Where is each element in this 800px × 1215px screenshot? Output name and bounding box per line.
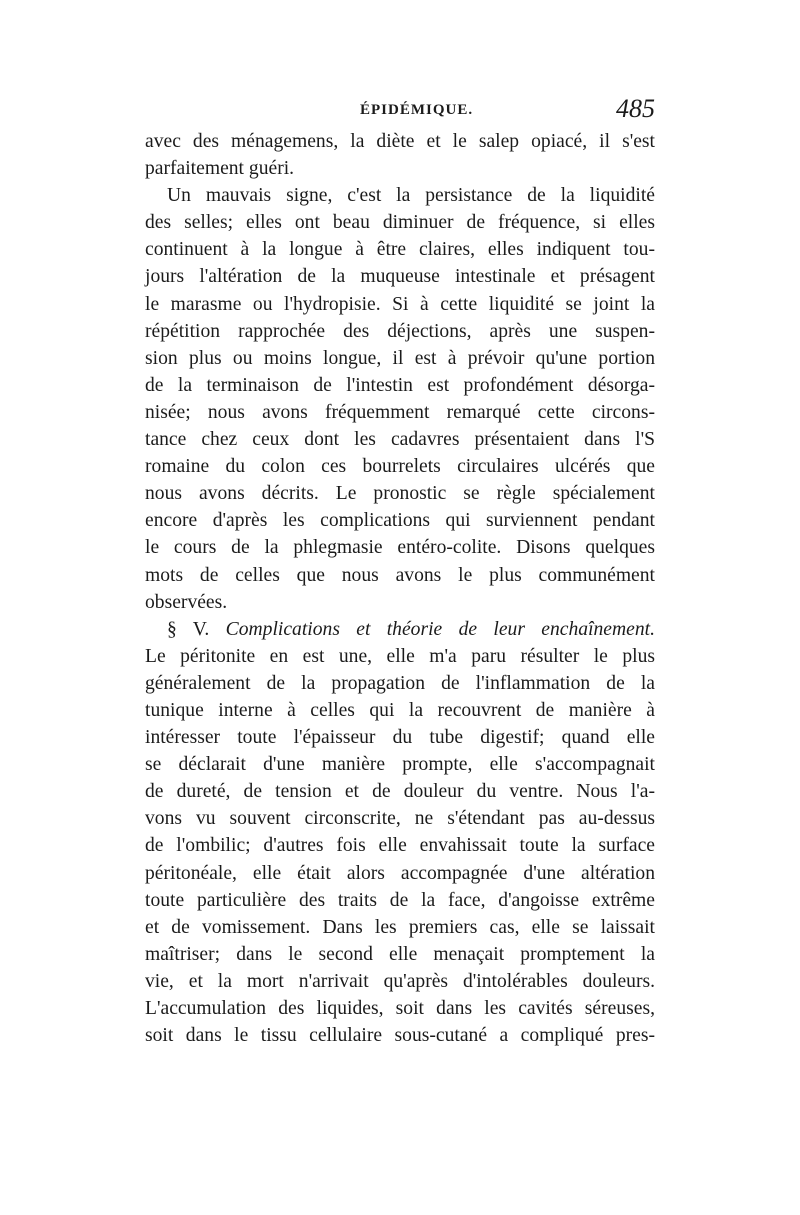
text-line: Le péritonite en est une, elle m'a paru résulter le plus xyxy=(145,645,655,667)
text-line: jours l'altération de la muqueuse intestinale et présagent xyxy=(145,266,655,288)
text-line: de la terminaison de l'intestin est profondément désorga- xyxy=(145,374,655,396)
text-line: généralement de la propagation de l'inflammation de la xyxy=(145,672,655,694)
text-line: nisée; nous avons fréquemment remarqué cette circons- xyxy=(145,401,655,423)
text-line: de dureté, de tension et de douleur du ventre. Nous l'a- xyxy=(145,781,655,803)
text-line: intéresser toute l'épaisseur du tube digestif; quand elle xyxy=(145,727,655,749)
text-line: toute particulière des traits de la face, d'angoisse extrême xyxy=(145,889,655,911)
page-number: 485 xyxy=(616,94,655,123)
text-line: parfaitement guéri. xyxy=(145,158,295,180)
text-line: soit dans le tissu cellulaire sous-cutané a compliqué pres- xyxy=(145,1025,655,1047)
running-head-title: ÉPIDÉMIQUE. xyxy=(360,102,474,118)
text-line: le marasme ou l'hydropisie. Si à cette liquidité se joint la xyxy=(145,293,655,315)
text-line: péritonéale, elle était alors accompagnée d'une altération xyxy=(145,862,655,884)
text-line: observées. xyxy=(145,591,228,613)
text-line: continuent à la longue à être claires, elles indiquent tou- xyxy=(145,239,655,261)
text-line: L'accumulation des liquides, soit dans les cavités séreuses, xyxy=(145,998,655,1019)
text-line: encore d'après les complications qui surviennent pendant xyxy=(145,510,655,532)
text-line: des selles; elles ont beau diminuer de fréquence, si elles xyxy=(145,212,655,234)
text-line: sion plus ou moins longue, il est à prévoir qu'une portion xyxy=(145,347,655,369)
text-line: vie, et la mort n'arrivait qu'après d'intolérables douleurs. xyxy=(145,970,655,992)
text-line: vons vu souvent circonscrite, ne s'étendant pas au-dessus xyxy=(145,808,655,830)
text-line: le cours de la phlegmasie entéro-colite. Disons quelques xyxy=(145,537,655,559)
text-line: maîtriser; dans le second elle menaçait promptement la xyxy=(145,943,655,965)
section-number: § V. xyxy=(167,618,210,640)
text-line: se déclarait d'une manière prompte, elle s'accompagnait xyxy=(145,754,655,776)
section-heading xyxy=(145,616,655,643)
text-line: romaine du colon ces bourrelets circulaires ulcérés que xyxy=(145,456,655,478)
text-line: nous avons décrits. Le pronostic se règle spécialement xyxy=(145,483,655,505)
text-line: répétition rapprochée des déjections, après une suspen- xyxy=(145,320,655,342)
section-title: Complications et théorie de leur enchaînement. xyxy=(225,618,655,640)
text-line: de l'ombilic; d'autres fois elle envahissait toute la surface xyxy=(145,835,655,857)
text-line: et de vomissement. Dans les premiers cas, elle se laissait xyxy=(145,916,655,938)
text-line: Un mauvais signe, c'est la persistance de la liquidité xyxy=(167,185,655,207)
running-head xyxy=(145,94,655,128)
text-line: avec des ménagemens, la diète et le salep opiacé, il s'est xyxy=(145,131,655,152)
text-line: tance chez ceux dont les cadavres présentaient dans l'S xyxy=(145,429,655,451)
body-text xyxy=(145,128,655,1049)
text-line: tunique interne à celles qui la recouvrent de manière à xyxy=(145,699,655,721)
text-line: mots de celles que nous avons le plus communément xyxy=(145,564,655,586)
